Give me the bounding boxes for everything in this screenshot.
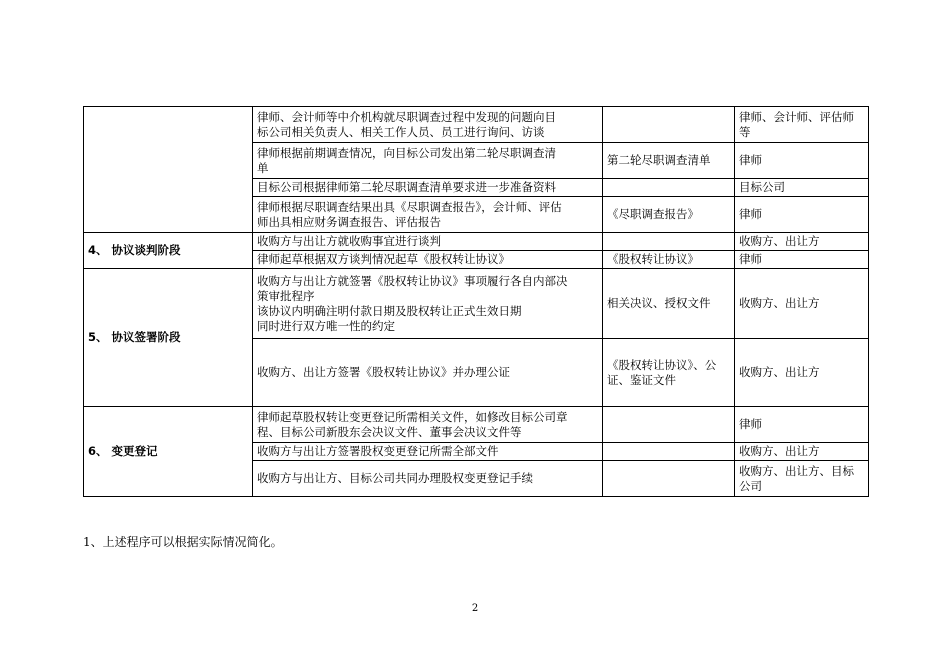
cell-line: 收购方与出让方签署股权变更登记所需全部文件 bbox=[257, 444, 499, 458]
responsible-party bbox=[735, 407, 869, 443]
cell-line: 公司 bbox=[739, 478, 762, 493]
cell-line: 相关决议、授权文件 bbox=[607, 296, 711, 310]
cell-line: 收购方、出让方、目标 bbox=[739, 463, 854, 478]
cell-line: 同时进行双方唯一性的约定 bbox=[257, 318, 395, 333]
step-content bbox=[253, 407, 603, 443]
output-document bbox=[603, 461, 735, 497]
stage-label bbox=[84, 107, 253, 233]
responsible-party bbox=[735, 339, 869, 407]
stage-label: 6、 变更登记 bbox=[84, 407, 253, 497]
output-document bbox=[603, 443, 735, 461]
cell-line: 《股权转让协议》 bbox=[607, 252, 699, 266]
cell-line: 收购方、出让方 bbox=[739, 234, 820, 248]
step-content bbox=[253, 443, 603, 461]
page-number: 2 bbox=[471, 603, 479, 614]
step-content bbox=[253, 143, 603, 179]
cell-line: 收购方与出让方、目标公司共同办理股权变更登记手续 bbox=[257, 471, 533, 485]
stage-label: 4、 协议谈判阶段 bbox=[84, 233, 253, 269]
table-row bbox=[84, 407, 869, 443]
cell-line: 律师、会计师、评估师 bbox=[739, 109, 854, 124]
cell-line: 收购方、出让方 bbox=[739, 296, 820, 310]
cell-line: 第二轮尽职调查清单 bbox=[607, 153, 711, 167]
output-document bbox=[603, 143, 735, 179]
cell-line: 该协议内明确注明付款日期及股权转让正式生效日期 bbox=[257, 303, 522, 318]
responsible-party bbox=[735, 251, 869, 269]
table-row bbox=[84, 233, 869, 251]
responsible-party bbox=[735, 179, 869, 197]
responsible-party bbox=[735, 461, 869, 497]
output-document bbox=[603, 107, 735, 143]
step-content bbox=[253, 107, 603, 143]
output-document bbox=[603, 197, 735, 233]
cell-line: 律师根据尽职调查结果出具《尽职调查报告》，会计师、评估 bbox=[257, 199, 562, 214]
output-document bbox=[603, 251, 735, 269]
step-content bbox=[253, 197, 603, 233]
cell-line: 收购方、出让方 bbox=[739, 365, 820, 379]
cell-line: 律师起草根据双方谈判情况起草《股权转让协议》 bbox=[257, 252, 510, 266]
cell-line: 等 bbox=[739, 124, 751, 139]
cell-line: 律师起草股权转让变更登记所需相关文件，如修改目标公司章 bbox=[257, 409, 568, 424]
cell-line: 收购方与出让方就收购事宜进行谈判 bbox=[257, 234, 441, 248]
table-row bbox=[84, 107, 869, 143]
output-document bbox=[603, 269, 735, 339]
cell-line: 律师 bbox=[739, 252, 762, 266]
step-content bbox=[253, 233, 603, 251]
responsible-party bbox=[735, 233, 869, 251]
output-document bbox=[603, 233, 735, 251]
cell-line: 单 bbox=[257, 160, 269, 175]
cell-line: 标公司相关负责人、相关工作人员、员工进行询问、访谈 bbox=[257, 124, 545, 139]
cell-line: 收购方与出让方就签署《股权转让协议》事项履行各自内部决 bbox=[257, 273, 568, 288]
output-document bbox=[603, 407, 735, 443]
procedure-table bbox=[83, 106, 869, 497]
cell-line: 《尽职调查报告》 bbox=[607, 207, 699, 221]
stage-label: 5、 协议签署阶段 bbox=[84, 269, 253, 407]
cell-line: 《股权转让协议》、 bbox=[607, 357, 705, 372]
step-content bbox=[253, 251, 603, 269]
footnote: 1、上述程序可以根据实际情况简化。 bbox=[83, 535, 283, 549]
cell-line: 收购方、出让方签署《股权转让协议》并办理公证 bbox=[257, 365, 510, 379]
cell-line: 公证、鉴证文件 bbox=[607, 357, 717, 387]
output-document bbox=[603, 339, 735, 407]
table-row bbox=[84, 269, 869, 339]
cell-line: 目标公司根据律师第二轮尽职调查清单要求进一步准备资料 bbox=[257, 180, 556, 194]
cell-line: 师出具相应财务调查报告、评估报告 bbox=[257, 214, 441, 229]
cell-line: 律师 bbox=[739, 207, 762, 221]
responsible-party bbox=[735, 107, 869, 143]
step-content bbox=[253, 339, 603, 407]
cell-line: 律师根据前期调查情况，向目标公司发出第二轮尽职调查清 bbox=[257, 145, 556, 160]
step-content bbox=[253, 461, 603, 497]
cell-line: 收购方、出让方 bbox=[739, 444, 820, 458]
cell-line: 策审批程序 bbox=[257, 288, 315, 303]
responsible-party bbox=[735, 197, 869, 233]
responsible-party bbox=[735, 269, 869, 339]
cell-line: 目标公司 bbox=[739, 180, 785, 194]
cell-line: 律师 bbox=[739, 417, 762, 431]
step-content bbox=[253, 269, 603, 339]
cell-line: 程、目标公司新股东会决议文件、董事会决议文件等 bbox=[257, 424, 522, 439]
cell-line: 律师、会计师等中介机构就尽职调查过程中发现的问题向目 bbox=[257, 109, 556, 124]
step-content bbox=[253, 179, 603, 197]
output-document bbox=[603, 179, 735, 197]
responsible-party bbox=[735, 143, 869, 179]
cell-line: 律师 bbox=[739, 153, 762, 167]
responsible-party bbox=[735, 443, 869, 461]
